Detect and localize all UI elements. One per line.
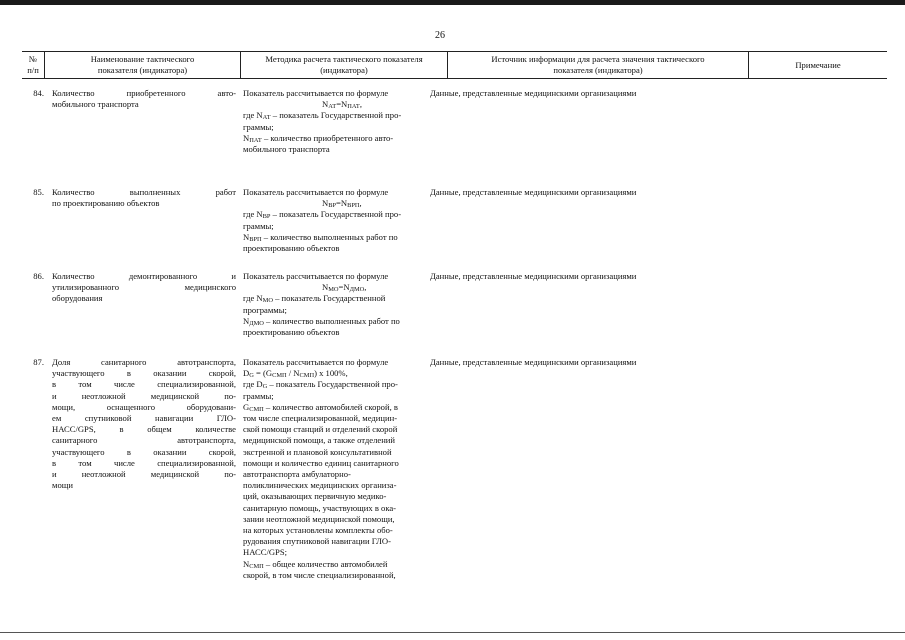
calculation-method — [243, 88, 445, 155]
name-line: мощи — [52, 480, 73, 491]
name-line: мобильного транспорта — [52, 99, 139, 110]
method-line: $N_{ПАТ}$ – количество приобретенного авто- — [243, 132, 394, 144]
row-number: 87. — [33, 357, 44, 367]
subscript: G — [262, 383, 268, 391]
method-line: зании неотложной медицинской помощи, — [243, 513, 395, 524]
method-line: программы; — [243, 304, 287, 315]
subscript: ВРП — [249, 235, 262, 243]
subscript: АТ — [328, 103, 337, 111]
subscript: ВР — [262, 213, 271, 221]
method-line: помощи и количество единиц санитарного — [243, 457, 399, 468]
method-line: граммы; — [243, 220, 274, 231]
method-line: поликлинических медицинских организа- — [243, 480, 397, 491]
formula: $N_{АТ}=N_{ПАТ}$, — [322, 99, 362, 111]
method-line: ской помощи станций и отделений скорой — [243, 424, 398, 435]
name-line: в том числе специализированной, — [52, 379, 236, 390]
formula: $N_{МО}=N_{ДМО}$, — [322, 282, 367, 294]
name-line: Доля санитарного автотранспорта, — [52, 357, 236, 367]
method-line: ций, оказывающих первичную медико- — [243, 491, 387, 502]
method-intro: Показатель рассчитывается по формуле — [243, 271, 389, 281]
method-line: $N_{ВРП}$ – количество выполненных работ по — [243, 231, 398, 243]
information-source: Данные, представленные медицинскими организациями — [430, 357, 637, 367]
method-line: граммы; — [243, 390, 274, 401]
row-number: 86. — [33, 271, 44, 281]
method-line: на которых установлены комплекты обо- — [243, 525, 393, 536]
subscript: СМП — [249, 405, 264, 413]
name-line: участвующего в оказании скорой, — [52, 446, 236, 457]
subscript: СМП — [249, 562, 264, 570]
name-line: утилизированного медицинского — [52, 282, 236, 293]
subscript: ВР — [328, 202, 337, 210]
row-number: 85. — [33, 187, 44, 197]
method-line: граммы; — [243, 121, 274, 132]
header-name: Наименование тактического показателя (индикатора) — [90, 54, 195, 75]
method-line: санитарную помощь, участвующих в ока- — [243, 502, 397, 513]
name-line: в том числе специализированной, — [52, 457, 236, 468]
name-line: НАСС/GPS, в общем количестве — [52, 424, 236, 435]
page-number: 26 — [435, 30, 445, 41]
subscript: ДМО — [249, 319, 264, 327]
method-line: где $N_{АТ}$ – показатель Государственной про- — [243, 110, 402, 122]
name-line: оборудования — [52, 293, 103, 304]
subscript: ДМО — [349, 286, 365, 294]
method-line: НАСС/GPS; — [243, 547, 287, 558]
name-line: ем спутниковой навигации ГЛО- — [52, 413, 236, 424]
method-line: скорой, в том числе специализированной, — [243, 569, 396, 580]
method-line: где $N_{МО}$ – показатель Государственной — [243, 293, 386, 305]
method-intro: Показатель рассчитывается по формуле — [243, 88, 389, 98]
name-line: Количество выполненных работ — [52, 187, 236, 197]
table-header — [22, 51, 887, 79]
name-line: и неотложной медицинской по- — [52, 469, 236, 480]
method-line: проектированию объектов — [243, 327, 340, 338]
method-line: $N_{СМП}$ – общее количество автомобилей — [243, 558, 388, 570]
method-line: $D_G = (G_{СМП} / N_{СМП})$ x 100%, — [243, 368, 348, 380]
top-border — [0, 0, 905, 5]
name-line: и неотложной медицинской по- — [52, 390, 236, 401]
subscript: ПАТ — [347, 103, 360, 111]
subscript: G — [249, 372, 254, 380]
name-line: санитарного автотранспорта, — [52, 435, 236, 446]
method-line: рудования спутниковой навигации ГЛО- — [243, 536, 391, 547]
calculation-method — [243, 271, 445, 338]
calculation-method — [243, 357, 445, 581]
method-line: мобильного транспорта — [243, 144, 330, 155]
subscript: АТ — [262, 114, 271, 122]
indicator-name — [52, 271, 236, 305]
method-line: проектированию объектов — [243, 243, 340, 254]
subscript: ВРП — [347, 202, 360, 210]
method-line: где $D_G$ – показатель Государственной про- — [243, 379, 398, 391]
indicator-name — [52, 357, 236, 491]
name-line: по проектированию объектов — [52, 198, 160, 209]
information-source: Данные, представленные медицинскими организациями — [430, 187, 637, 197]
header-num: № п/п — [27, 54, 39, 75]
information-source: Данные, представленные медицинскими организациями — [430, 271, 637, 281]
method-line: экстренной и плановой консультативной — [243, 446, 392, 457]
method-line: $N_{ДМО}$ – количество выполненных работ по — [243, 315, 400, 327]
subscript: ПАТ — [249, 136, 262, 144]
header-method: Методика расчета тактического показателя (индикатора) — [265, 54, 423, 75]
calculation-method — [243, 187, 445, 254]
name-line: Количество приобретенного авто- — [52, 88, 236, 98]
subscript: МО — [328, 286, 339, 294]
header-source: Источник информации для расчета значения тактического показателя (индикатора) — [491, 54, 705, 75]
method-line: $G_{СМП}$ – количество автомобилей скорой, в — [243, 401, 398, 413]
subscript: СМП — [299, 372, 315, 380]
name-line: мощи, оснащенного оборудовани- — [52, 401, 236, 412]
method-line: медицинской помощи, а также отделений — [243, 435, 395, 446]
method-line: автотранспорта амбулаторно- — [243, 469, 351, 480]
header-note: Примечание — [795, 59, 841, 70]
method-intro: Показатель рассчитывается по формуле — [243, 187, 389, 197]
method-line: том числе специализированной, медицин- — [243, 413, 398, 424]
indicator-name — [52, 187, 236, 209]
row-number: 84. — [33, 88, 44, 98]
subscript: МО — [262, 297, 273, 305]
name-line: участвующего в оказании скорой, — [52, 368, 236, 379]
name-line: Количество демонтированного и — [52, 271, 236, 281]
subscript: СМП — [272, 372, 287, 380]
indicator-name — [52, 88, 236, 110]
method-line: где $N_{ВР}$ – показатель Государственной про- — [243, 209, 402, 221]
formula: $N_{ВР}=N_{ВРП}$, — [322, 198, 362, 210]
bottom-border — [0, 632, 905, 633]
information-source: Данные, представленные медицинскими организациями — [430, 88, 637, 98]
method-intro: Показатель рассчитывается по формуле — [243, 357, 389, 367]
